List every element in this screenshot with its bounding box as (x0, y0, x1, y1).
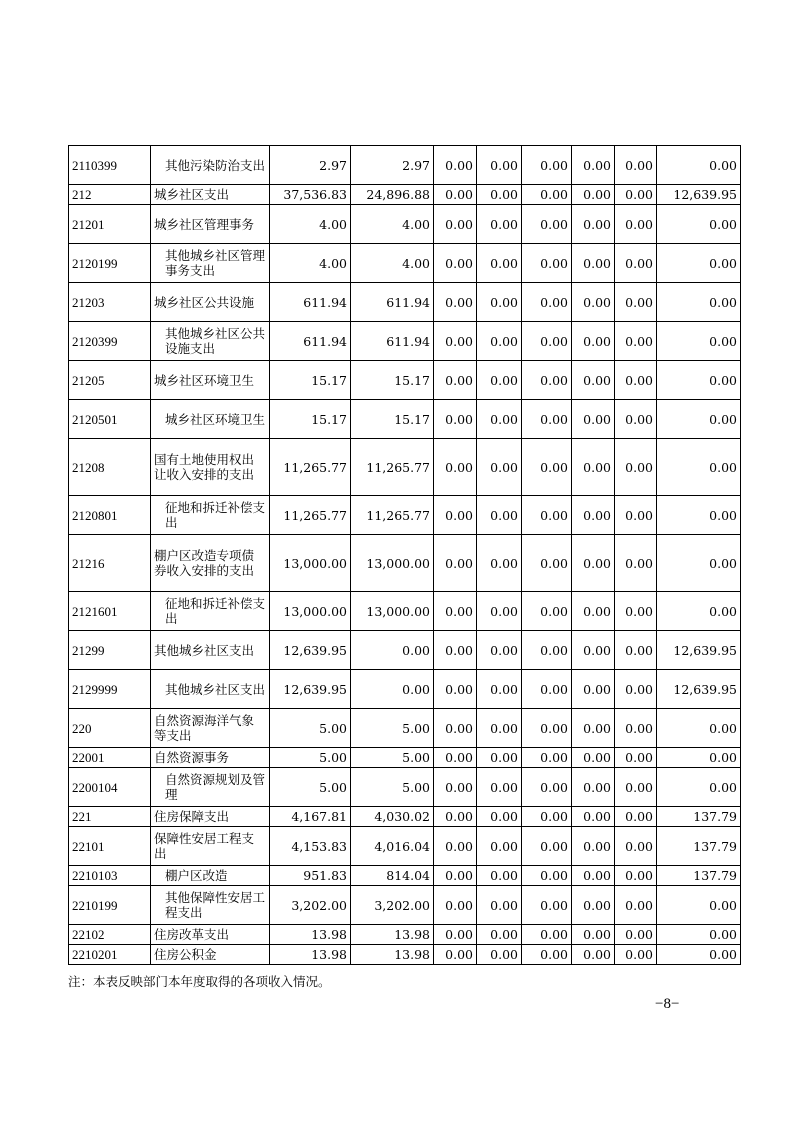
amount-cell: 0.00 (522, 146, 572, 185)
amount-cell: 2.97 (351, 146, 434, 185)
amount-cell: 0.00 (477, 400, 522, 439)
amount-cell: 0.00 (434, 768, 477, 807)
amount-cell: 0.00 (615, 496, 657, 535)
subject-name-cell: 其他城乡社区支出 (151, 631, 270, 670)
amount-cell: 0.00 (572, 670, 615, 709)
amount-cell: 0.00 (572, 827, 615, 866)
amount-cell: 0.00 (572, 535, 615, 592)
subject-name-cell: 自然资源海洋气象等支出 (151, 709, 270, 748)
amount-cell: 0.00 (657, 945, 741, 965)
subject-name-cell: 其他城乡社区公共设施支出 (151, 322, 270, 361)
amount-cell: 0.00 (351, 631, 434, 670)
amount-cell: 0.00 (522, 827, 572, 866)
amount-cell: 13.98 (351, 925, 434, 945)
amount-cell: 0.00 (522, 925, 572, 945)
subject-name-cell: 住房改革支出 (151, 925, 270, 945)
subject-name-cell: 城乡社区环境卫生 (151, 400, 270, 439)
amount-cell: 0.00 (572, 592, 615, 631)
table-row (69, 866, 741, 886)
amount-cell: 0.00 (657, 322, 741, 361)
table-body (69, 146, 741, 965)
amount-cell: 0.00 (522, 709, 572, 748)
amount-cell: 611.94 (351, 322, 434, 361)
table-note: 注：本表反映部门本年度取得的各项收入情况。 (68, 974, 331, 989)
amount-cell: 0.00 (572, 496, 615, 535)
amount-cell: 0.00 (522, 205, 572, 244)
amount-cell: 13,000.00 (270, 535, 351, 592)
amount-cell: 0.00 (477, 886, 522, 925)
amount-cell: 5.00 (351, 709, 434, 748)
amount-cell: 0.00 (657, 925, 741, 945)
amount-cell: 0.00 (657, 592, 741, 631)
amount-cell: 0.00 (434, 592, 477, 631)
amount-cell: 0.00 (615, 592, 657, 631)
amount-cell: 0.00 (615, 244, 657, 283)
amount-cell: 37,536.83 (270, 185, 351, 205)
subject-code-cell: 2120199 (69, 244, 151, 283)
amount-cell: 4,153.83 (270, 827, 351, 866)
amount-cell: 0.00 (615, 205, 657, 244)
amount-cell: 137.79 (657, 866, 741, 886)
subject-name-cell: 征地和拆迁补偿支出 (151, 592, 270, 631)
subject-code-cell: 220 (69, 709, 151, 748)
amount-cell: 0.00 (477, 146, 522, 185)
subject-name-cell: 城乡社区公共设施 (151, 283, 270, 322)
table-row (69, 361, 741, 400)
amount-cell: 13.98 (270, 945, 351, 965)
amount-cell: 0.00 (572, 439, 615, 496)
table-row (69, 205, 741, 244)
amount-cell: 0.00 (657, 709, 741, 748)
table-row (69, 748, 741, 768)
table-row (69, 768, 741, 807)
amount-cell: 0.00 (522, 748, 572, 768)
amount-cell: 11,265.77 (270, 439, 351, 496)
amount-cell: 0.00 (615, 807, 657, 827)
amount-cell: 0.00 (477, 592, 522, 631)
amount-cell: 0.00 (477, 807, 522, 827)
subject-code-cell: 221 (69, 807, 151, 827)
subject-name-cell: 其他城乡社区支出 (151, 670, 270, 709)
amount-cell: 0.00 (522, 631, 572, 670)
amount-cell: 611.94 (270, 283, 351, 322)
amount-cell: 0.00 (522, 670, 572, 709)
subject-name-cell: 城乡社区管理事务 (151, 205, 270, 244)
table-row (69, 945, 741, 965)
subject-code-cell: 2210199 (69, 886, 151, 925)
table-row (69, 807, 741, 827)
amount-cell: 13,000.00 (351, 592, 434, 631)
amount-cell: 4,030.02 (351, 807, 434, 827)
amount-cell: 0.00 (615, 748, 657, 768)
subject-name-cell: 棚户区改造 (151, 866, 270, 886)
subject-code-cell: 21216 (69, 535, 151, 592)
amount-cell: 0.00 (615, 400, 657, 439)
amount-cell: 0.00 (434, 807, 477, 827)
amount-cell: 0.00 (434, 205, 477, 244)
amount-cell: 2.97 (270, 146, 351, 185)
subject-name-cell: 住房公积金 (151, 945, 270, 965)
subject-code-cell: 2121601 (69, 592, 151, 631)
amount-cell: 0.00 (572, 709, 615, 748)
table-row (69, 400, 741, 439)
subject-code-cell: 21208 (69, 439, 151, 496)
subject-code-cell: 212 (69, 185, 151, 205)
amount-cell: 0.00 (657, 439, 741, 496)
amount-cell: 0.00 (657, 400, 741, 439)
table-row (69, 322, 741, 361)
subject-code-cell: 2129999 (69, 670, 151, 709)
amount-cell: 0.00 (615, 866, 657, 886)
amount-cell: 0.00 (657, 361, 741, 400)
amount-cell: 0.00 (477, 322, 522, 361)
amount-cell: 0.00 (657, 146, 741, 185)
amount-cell: 4.00 (351, 244, 434, 283)
amount-cell: 0.00 (572, 945, 615, 965)
amount-cell: 3,202.00 (351, 886, 434, 925)
subject-name-cell: 自然资源规划及管理 (151, 768, 270, 807)
amount-cell: 0.00 (522, 535, 572, 592)
amount-cell: 13.98 (351, 945, 434, 965)
amount-cell: 0.00 (477, 439, 522, 496)
amount-cell: 0.00 (615, 322, 657, 361)
amount-cell: 137.79 (657, 807, 741, 827)
amount-cell: 0.00 (434, 886, 477, 925)
subject-name-cell: 住房保障支出 (151, 807, 270, 827)
amount-cell: 0.00 (477, 361, 522, 400)
subject-code-cell: 21205 (69, 361, 151, 400)
table-row (69, 283, 741, 322)
amount-cell: 814.04 (351, 866, 434, 886)
amount-cell: 0.00 (477, 709, 522, 748)
amount-cell: 0.00 (477, 496, 522, 535)
amount-cell: 0.00 (434, 400, 477, 439)
amount-cell: 0.00 (657, 244, 741, 283)
table-row (69, 439, 741, 496)
amount-cell: 0.00 (522, 592, 572, 631)
table-row (69, 146, 741, 185)
amount-cell: 0.00 (434, 361, 477, 400)
amount-cell: 0.00 (522, 768, 572, 807)
amount-cell: 4.00 (351, 205, 434, 244)
amount-cell: 0.00 (434, 748, 477, 768)
amount-cell: 11,265.77 (270, 496, 351, 535)
amount-cell: 0.00 (434, 535, 477, 592)
table-row (69, 631, 741, 670)
subject-code-cell: 21203 (69, 283, 151, 322)
amount-cell: 0.00 (615, 283, 657, 322)
amount-cell: 0.00 (615, 631, 657, 670)
amount-cell: 0.00 (477, 185, 522, 205)
amount-cell: 0.00 (434, 709, 477, 748)
amount-cell: 0.00 (477, 866, 522, 886)
amount-cell: 0.00 (572, 361, 615, 400)
subject-name-cell: 其他城乡社区管理事务支出 (151, 244, 270, 283)
subject-code-cell: 2200104 (69, 768, 151, 807)
amount-cell: 24,896.88 (351, 185, 434, 205)
amount-cell: 0.00 (522, 244, 572, 283)
amount-cell: 0.00 (572, 185, 615, 205)
amount-cell: 13.98 (270, 925, 351, 945)
amount-cell: 0.00 (657, 748, 741, 768)
amount-cell: 0.00 (615, 768, 657, 807)
table-row (69, 244, 741, 283)
amount-cell: 4.00 (270, 205, 351, 244)
subject-code-cell: 22101 (69, 827, 151, 866)
amount-cell: 0.00 (477, 244, 522, 283)
amount-cell: 0.00 (522, 496, 572, 535)
amount-cell: 0.00 (572, 283, 615, 322)
subject-code-cell: 2120399 (69, 322, 151, 361)
amount-cell: 0.00 (572, 205, 615, 244)
subject-name-cell: 征地和拆迁补偿支出 (151, 496, 270, 535)
amount-cell: 0.00 (522, 439, 572, 496)
amount-cell: 611.94 (351, 283, 434, 322)
table-row (69, 670, 741, 709)
amount-cell: 15.17 (351, 400, 434, 439)
amount-cell: 0.00 (657, 283, 741, 322)
amount-cell: 0.00 (477, 670, 522, 709)
amount-cell: 0.00 (572, 244, 615, 283)
table-row (69, 886, 741, 925)
amount-cell: 0.00 (522, 807, 572, 827)
amount-cell: 0.00 (522, 886, 572, 925)
subject-code-cell: 21201 (69, 205, 151, 244)
amount-cell: 0.00 (572, 807, 615, 827)
amount-cell: 0.00 (615, 827, 657, 866)
subject-code-cell: 2110399 (69, 146, 151, 185)
amount-cell: 13,000.00 (351, 535, 434, 592)
subject-code-cell: 2120501 (69, 400, 151, 439)
amount-cell: 0.00 (615, 945, 657, 965)
amount-cell: 0.00 (572, 748, 615, 768)
amount-cell: 0.00 (522, 400, 572, 439)
amount-cell: 0.00 (434, 283, 477, 322)
amount-cell: 0.00 (522, 283, 572, 322)
amount-cell: 0.00 (615, 670, 657, 709)
subject-name-cell: 棚户区改造专项债券收入安排的支出 (151, 535, 270, 592)
table-row (69, 496, 741, 535)
amount-cell: 0.00 (572, 886, 615, 925)
amount-cell: 0.00 (615, 535, 657, 592)
amount-cell: 12,639.95 (270, 670, 351, 709)
amount-cell: 4,167.81 (270, 807, 351, 827)
amount-cell: 12,639.95 (657, 185, 741, 205)
amount-cell: 0.00 (434, 827, 477, 866)
amount-cell: 15.17 (270, 361, 351, 400)
amount-cell: 0.00 (434, 945, 477, 965)
subject-name-cell: 保障性安居工程支出 (151, 827, 270, 866)
amount-cell: 0.00 (477, 631, 522, 670)
amount-cell: 0.00 (615, 185, 657, 205)
amount-cell: 0.00 (477, 768, 522, 807)
amount-cell: 5.00 (270, 748, 351, 768)
amount-cell: 0.00 (572, 925, 615, 945)
amount-cell: 0.00 (477, 205, 522, 244)
amount-cell: 0.00 (434, 146, 477, 185)
page-number: −8− (655, 996, 680, 1012)
amount-cell: 611.94 (270, 322, 351, 361)
table-row (69, 592, 741, 631)
amount-cell: 0.00 (477, 945, 522, 965)
amount-cell: 0.00 (615, 925, 657, 945)
amount-cell: 137.79 (657, 827, 741, 866)
amount-cell: 0.00 (657, 886, 741, 925)
amount-cell: 0.00 (434, 244, 477, 283)
amount-cell: 951.83 (270, 866, 351, 886)
amount-cell: 4,016.04 (351, 827, 434, 866)
amount-cell: 0.00 (522, 185, 572, 205)
amount-cell: 0.00 (434, 322, 477, 361)
amount-cell: 0.00 (615, 709, 657, 748)
amount-cell: 0.00 (434, 439, 477, 496)
subject-code-cell: 2210103 (69, 866, 151, 886)
amount-cell: 0.00 (477, 748, 522, 768)
subject-code-cell: 22001 (69, 748, 151, 768)
subject-code-cell: 21299 (69, 631, 151, 670)
amount-cell: 15.17 (351, 361, 434, 400)
amount-cell: 12,639.95 (270, 631, 351, 670)
subject-code-cell: 22102 (69, 925, 151, 945)
amount-cell: 0.00 (522, 866, 572, 886)
amount-cell: 11,265.77 (351, 496, 434, 535)
amount-cell: 0.00 (522, 322, 572, 361)
amount-cell: 0.00 (477, 925, 522, 945)
amount-cell: 0.00 (615, 886, 657, 925)
amount-cell: 0.00 (477, 283, 522, 322)
amount-cell: 0.00 (657, 768, 741, 807)
amount-cell: 0.00 (615, 146, 657, 185)
amount-cell: 0.00 (657, 205, 741, 244)
amount-cell: 5.00 (270, 768, 351, 807)
amount-cell: 11,265.77 (351, 439, 434, 496)
amount-cell: 0.00 (477, 827, 522, 866)
amount-cell: 0.00 (572, 631, 615, 670)
table-row (69, 827, 741, 866)
amount-cell: 4.00 (270, 244, 351, 283)
subject-name-cell: 其他保障性安居工程支出 (151, 886, 270, 925)
amount-cell: 0.00 (657, 535, 741, 592)
table-row (69, 535, 741, 592)
table-row (69, 185, 741, 205)
amount-cell: 0.00 (522, 945, 572, 965)
amount-cell: 0.00 (477, 535, 522, 592)
amount-cell: 0.00 (351, 670, 434, 709)
amount-cell: 12,639.95 (657, 631, 741, 670)
subject-name-cell: 城乡社区支出 (151, 185, 270, 205)
amount-cell: 15.17 (270, 400, 351, 439)
subject-code-cell: 2120801 (69, 496, 151, 535)
amount-cell: 12,639.95 (657, 670, 741, 709)
amount-cell: 0.00 (657, 496, 741, 535)
amount-cell: 0.00 (572, 768, 615, 807)
amount-cell: 0.00 (522, 361, 572, 400)
amount-cell: 0.00 (434, 185, 477, 205)
amount-cell: 5.00 (270, 709, 351, 748)
amount-cell: 0.00 (434, 866, 477, 886)
table-row (69, 709, 741, 748)
subject-name-cell: 国有土地使用权出让收入安排的支出 (151, 439, 270, 496)
amount-cell: 0.00 (434, 496, 477, 535)
amount-cell: 0.00 (615, 439, 657, 496)
amount-cell: 13,000.00 (270, 592, 351, 631)
amount-cell: 5.00 (351, 768, 434, 807)
amount-cell: 5.00 (351, 748, 434, 768)
amount-cell: 0.00 (434, 670, 477, 709)
subject-code-cell: 2210201 (69, 945, 151, 965)
amount-cell: 0.00 (572, 322, 615, 361)
table-row (69, 925, 741, 945)
amount-cell: 0.00 (434, 925, 477, 945)
amount-cell: 3,202.00 (270, 886, 351, 925)
subject-name-cell: 自然资源事务 (151, 748, 270, 768)
amount-cell: 0.00 (434, 631, 477, 670)
amount-cell: 0.00 (572, 866, 615, 886)
income-table (68, 145, 741, 965)
subject-name-cell: 其他污染防治支出 (151, 146, 270, 185)
amount-cell: 0.00 (572, 146, 615, 185)
amount-cell: 0.00 (572, 400, 615, 439)
amount-cell: 0.00 (615, 361, 657, 400)
subject-name-cell: 城乡社区环境卫生 (151, 361, 270, 400)
